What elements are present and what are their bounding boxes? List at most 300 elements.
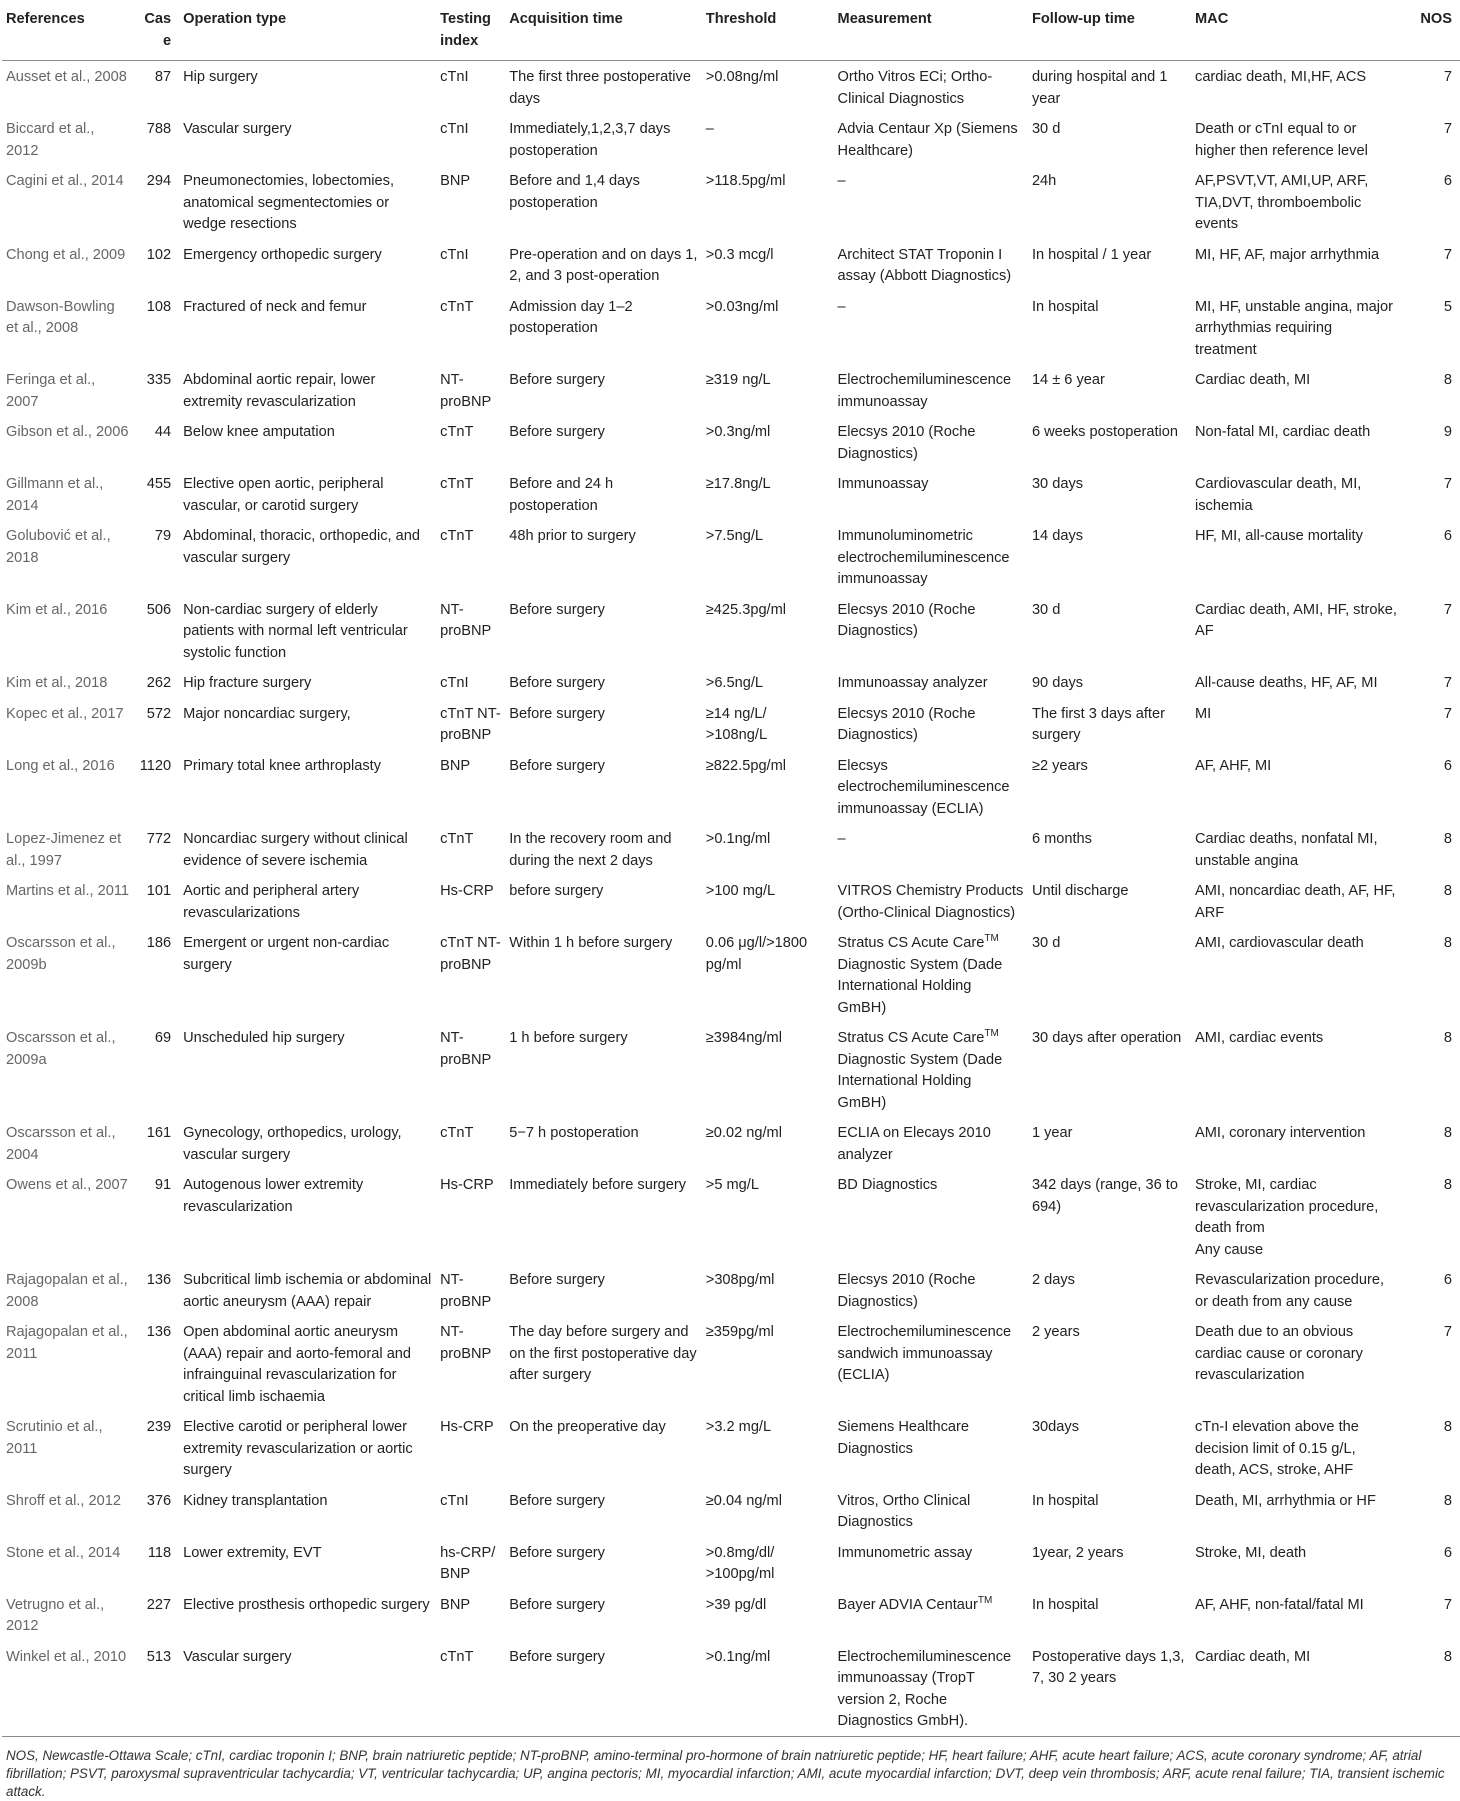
cell-measurement: Advia Centaur Xp (Siemens Healthcare) <box>837 121 1018 159</box>
cell-case: 335 <box>146 372 172 388</box>
cell-reference: Long et al., 2016 <box>6 757 115 774</box>
cell-testing-index: cTnI <box>440 1492 469 1509</box>
cell-threshold: >100 mg/L <box>705 883 776 899</box>
header-mac: MAC <box>1191 0 1402 61</box>
cell-mac: HF, MI, all-cause mortality <box>1195 528 1363 544</box>
cell-reference: Lopez-Jimenez et al., 1997 <box>6 831 122 869</box>
cell-reference: Gibson et al., 2006 <box>6 424 129 440</box>
cell-reference: Oscarsson et al., 2009a <box>6 1030 116 1068</box>
cell-case: 69 <box>154 1030 172 1046</box>
cell-measurement: – <box>837 298 846 315</box>
header-row <box>2 0 1460 61</box>
table-footer <box>2 1736 1460 1801</box>
cell-nos: 6 <box>1443 1272 1452 1288</box>
cell-reference: Chong et al., 2009 <box>6 246 126 263</box>
cell-operation-type: Emergency orthopedic surgery <box>183 246 382 263</box>
cell-measurement: Ortho Vitros ECi; Ortho-Clinical Diagnostics <box>837 69 993 107</box>
cell-threshold: ≥0.02 ng/ml <box>705 1125 782 1141</box>
cell-mac: cardiac death, MI,HF, ACS <box>1195 69 1367 85</box>
cell-mac: All-cause deaths, HF, AF, MI <box>1195 675 1378 691</box>
cell-nos: 7 <box>1443 1596 1452 1613</box>
table-row <box>2 1537 1460 1589</box>
cell-operation-type: Abdominal, thoracic, orthopedic, and vascular surgery <box>183 528 420 566</box>
cell-reference: Gillmann et al., 2014 <box>6 476 104 514</box>
cell-reference: Oscarsson et al., 2004 <box>6 1125 116 1163</box>
cell-acquisition-time: before surgery <box>509 883 604 899</box>
cell-follow-up-time: 30 d <box>1031 601 1061 618</box>
cell-measurement: Siemens Healthcare Diagnostics <box>837 1419 969 1457</box>
cell-reference: Stone et al., 2014 <box>6 1544 121 1561</box>
cell-case: 294 <box>146 173 172 189</box>
footnote: NOS, Newcastle-Ottawa Scale; cTnI, cardiac troponin I; BNP, brain natriuretic peptide; NT-proBNP, amino-terminal pro-hormone of brain natriuretic peptide; HF, heart failure; AHF, acute heart failure; ACS, acute coronary syndrome; AF, atrial fibrillation; PSVT, paroxysmal supraventricular tachycardia; VT, ventricular tachycardia; UP, angina pectoris; MI, myocardial infarction; AMI, acute myocardial infarction; DVT, deep vein thrombosis; ARF, acute renal failure; TIA, transient ischemic attack. <box>2 1736 1460 1801</box>
cell-testing-index: cTnT <box>440 1125 474 1141</box>
cell-threshold: >0.3ng/ml <box>705 424 771 440</box>
cell-testing-index: cTnT NT-proBNP <box>440 935 501 973</box>
cell-mac: Cardiovascular death, MI, ischemia <box>1195 476 1362 514</box>
table-row <box>2 61 1460 114</box>
cell-measurement: Vitros, Ortho Clinical Diagnostics <box>837 1492 971 1530</box>
cell-nos: 8 <box>1443 1125 1452 1141</box>
cell-acquisition-time: Within 1 h before surgery <box>509 935 673 951</box>
cell-acquisition-time: Before surgery <box>509 1544 605 1561</box>
cell-measurement: Elecsys 2010 (Roche Diagnostics) <box>837 705 976 743</box>
cell-reference: Rajagopalan et al., 2008 <box>6 1272 128 1310</box>
cell-operation-type: Abdominal aortic repair, lower extremity revascularization <box>183 372 376 410</box>
cell-nos: 8 <box>1443 1177 1452 1193</box>
cell-operation-type: Major noncardiac surgery, <box>183 705 351 722</box>
table-row <box>2 1589 1460 1641</box>
cell-testing-index: cTnI <box>440 675 469 691</box>
cell-measurement: VITROS Chemistry Products (Ortho-Clinical Diagnostics) <box>837 883 1024 921</box>
cell-measurement: Elecsys 2010 (Roche Diagnostics) <box>837 601 976 639</box>
cell-operation-type: Elective open aortic, peripheral vascular, or carotid surgery <box>183 476 384 514</box>
cell-acquisition-time: Before surgery <box>509 424 605 440</box>
cell-reference: Ausset et al., 2008 <box>6 69 127 85</box>
cell-nos: 7 <box>1443 476 1452 492</box>
cell-measurement: Elecsys 2010 (Roche Diagnostics) <box>837 424 976 462</box>
cell-case: 513 <box>146 1648 172 1665</box>
cell-case: 44 <box>154 424 172 440</box>
cell-testing-index: cTnT <box>440 831 474 847</box>
cell-threshold: >118.5pg/ml <box>705 173 786 189</box>
cell-case: 79 <box>154 528 172 544</box>
cell-mac: AMI, noncardiac death, AF, HF, ARF <box>1195 883 1396 921</box>
cell-case: 102 <box>146 246 172 263</box>
cell-case: 108 <box>146 298 172 315</box>
cell-follow-up-time: In hospital / 1 year <box>1031 246 1152 263</box>
cell-mac: Non-fatal MI, cardiac death <box>1195 424 1371 440</box>
header-acquisition-time: Acquisition time <box>505 0 702 61</box>
cell-case: 91 <box>154 1177 172 1193</box>
cell-threshold: ≥425.3pg/ml <box>705 601 787 618</box>
cell-operation-type: Emergent or urgent non-cardiac surgery <box>183 935 390 973</box>
cell-testing-index: Hs-CRP <box>440 1177 494 1193</box>
cell-follow-up-time: 1year, 2 years <box>1031 1544 1124 1561</box>
cell-threshold: >0.8mg/dl/ >100pg/ml <box>705 1544 775 1582</box>
cell-case: 101 <box>146 883 172 899</box>
cell-operation-type: Unscheduled hip surgery <box>183 1030 345 1046</box>
cell-reference: Rajagopalan et al., 2011 <box>6 1324 128 1362</box>
cell-acquisition-time: Before surgery <box>509 1492 605 1509</box>
cell-measurement: Stratus CS Acute Care™ Diagnostic System (Dade International Holding GmBH) <box>837 1028 1003 1111</box>
references-table <box>2 0 1460 1801</box>
footnote-row <box>2 1736 1460 1801</box>
header-case: Case <box>134 0 179 61</box>
table-row <box>2 468 1460 520</box>
cell-nos: 7 <box>1443 1324 1452 1340</box>
cell-testing-index: BNP <box>440 1596 471 1613</box>
cell-acquisition-time: Before and 1,4 days postoperation <box>509 173 640 211</box>
cell-mac: Cardiac death, AMI, HF, stroke, AF <box>1195 601 1397 639</box>
table-row <box>2 1485 1460 1537</box>
cell-threshold: >6.5ng/L <box>705 675 764 691</box>
cell-testing-index: cTnT <box>440 476 474 492</box>
cell-threshold: >7.5ng/L <box>705 528 764 544</box>
cell-acquisition-time: Before surgery <box>509 372 605 388</box>
table-row <box>2 667 1460 698</box>
cell-case: 1120 <box>139 757 172 774</box>
cell-acquisition-time: On the preoperative day <box>509 1419 666 1435</box>
cell-acquisition-time: The first three postoperative days <box>509 69 691 107</box>
cell-nos: 8 <box>1443 1419 1452 1435</box>
cell-reference: Winkel et al., 2010 <box>6 1648 127 1665</box>
table-row <box>2 823 1460 875</box>
table-row <box>2 165 1460 239</box>
cell-follow-up-time: 1 year <box>1031 1125 1073 1141</box>
cell-measurement: ECLIA on Elecays 2010 analyzer <box>837 1125 991 1163</box>
table-body <box>2 61 1460 1737</box>
cell-nos: 8 <box>1443 1030 1452 1046</box>
cell-mac: Revascularization procedure, or death from any cause <box>1195 1272 1385 1310</box>
cell-testing-index: hs-CRP/ BNP <box>440 1544 496 1582</box>
cell-nos: 7 <box>1443 69 1452 85</box>
cell-reference: Feringa et al., 2007 <box>6 372 96 410</box>
cell-mac: Stroke, MI, cardiac revascularization procedure, death from Any cause <box>1195 1177 1379 1258</box>
cell-case: 376 <box>146 1492 172 1509</box>
cell-testing-index: Hs-CRP <box>440 1419 494 1435</box>
cell-reference: Martins et al., 2011 <box>6 883 130 899</box>
cell-measurement: Electrochemiluminescence sandwich immunoassay (ECLIA) <box>837 1324 1012 1383</box>
table-row <box>2 113 1460 165</box>
cell-acquisition-time: 5−7 h postoperation <box>509 1125 639 1141</box>
cell-reference: Oscarsson et al., 2009b <box>6 935 116 973</box>
cell-nos: 8 <box>1443 831 1452 847</box>
cell-nos: 5 <box>1443 298 1452 315</box>
cell-operation-type: Subcritical limb ischemia or abdominal aortic aneurysm (AAA) repair <box>183 1272 432 1310</box>
cell-reference: Shroff et al., 2012 <box>6 1492 121 1509</box>
table-row <box>2 1316 1460 1411</box>
cell-testing-index: NT-proBNP <box>440 1030 492 1068</box>
cell-acquisition-time: 48h prior to surgery <box>509 528 636 544</box>
cell-operation-type: Gynecology, orthopedics, urology, vascular surgery <box>183 1125 402 1163</box>
cell-follow-up-time: 30 d <box>1031 935 1061 951</box>
cell-case: 572 <box>146 705 172 722</box>
cell-threshold: >3.2 mg/L <box>705 1419 772 1435</box>
cell-measurement: Immunoluminometric electrochemiluminescence immunoassay <box>837 528 1010 587</box>
cell-follow-up-time: 6 months <box>1031 831 1092 847</box>
cell-follow-up-time: In hospital <box>1031 1492 1099 1509</box>
table-row <box>2 1264 1460 1316</box>
cell-threshold: >0.1ng/ml <box>705 831 771 847</box>
cell-testing-index: cTnT NT-proBNP <box>440 705 501 743</box>
cell-case: 506 <box>146 601 172 618</box>
cell-reference: Scrutinio et al., 2011 <box>6 1419 103 1457</box>
cell-acquisition-time: 1 h before surgery <box>509 1030 628 1046</box>
cell-measurement: Electrochemiluminescence immunoassay <box>837 372 1012 410</box>
cell-mac: MI, HF, AF, major arrhythmia <box>1195 246 1380 263</box>
cell-nos: 7 <box>1443 121 1452 137</box>
cell-follow-up-time: 2 years <box>1031 1324 1080 1340</box>
cell-acquisition-time: In the recovery room and during the next 2 days <box>509 831 672 869</box>
cell-measurement: Stratus CS Acute Care™ Diagnostic System (Dade International Holding GmBH) <box>837 933 1003 1016</box>
cell-measurement: Electrochemiluminescence immunoassay (TropT version 2, Roche Diagnostics GmbH). <box>837 1648 1012 1729</box>
cell-threshold: ≥319 ng/L <box>705 372 771 388</box>
cell-follow-up-time: 30days <box>1031 1419 1079 1435</box>
cell-acquisition-time: Before surgery <box>509 705 605 722</box>
cell-operation-type: Non-cardiac surgery of elderly patients with normal left ventricular systolic function <box>183 601 408 661</box>
header-threshold: Threshold <box>702 0 834 61</box>
cell-testing-index: cTnI <box>440 246 469 263</box>
cell-case: 136 <box>146 1324 172 1340</box>
cell-threshold: ≥0.04 ng/ml <box>705 1492 782 1509</box>
table-row <box>2 364 1460 416</box>
cell-threshold: ≥14 ng/L/ >108ng/L <box>705 705 768 743</box>
cell-mac: Cardiac death, MI <box>1195 1648 1311 1665</box>
cell-reference: Kim et al., 2018 <box>6 675 108 691</box>
cell-testing-index: cTnI <box>440 69 469 85</box>
cell-case: 239 <box>146 1419 172 1435</box>
cell-case: 455 <box>146 476 172 492</box>
cell-follow-up-time: ≥2 years <box>1031 757 1088 774</box>
cell-mac: Death due to an obvious cardiac cause or coronary revascularization <box>1195 1324 1363 1383</box>
cell-threshold: >5 mg/L <box>705 1177 759 1193</box>
cell-threshold: – <box>705 121 714 137</box>
table-row <box>2 594 1460 668</box>
cell-reference: Golubović et al., 2018 <box>6 528 111 566</box>
cell-acquisition-time: Before surgery <box>509 675 605 691</box>
cell-case: 186 <box>146 935 172 951</box>
cell-case: 227 <box>146 1596 172 1613</box>
cell-operation-type: Primary total knee arthroplasty <box>183 757 382 774</box>
cell-acquisition-time: Admission day 1–2 postoperation <box>509 298 633 336</box>
cell-acquisition-time: Before and 24 h postoperation <box>509 476 614 514</box>
cell-mac: Death or cTnI equal to or higher then reference level <box>1195 121 1368 159</box>
cell-threshold: ≥3984ng/ml <box>705 1030 782 1046</box>
cell-measurement: – <box>837 173 846 189</box>
table-row <box>2 1641 1460 1737</box>
cell-follow-up-time: 6 weeks postoperation <box>1031 424 1178 440</box>
cell-operation-type: Below knee amputation <box>183 424 335 440</box>
table-row <box>2 416 1460 468</box>
cell-testing-index: cTnT <box>440 298 474 315</box>
cell-nos: 7 <box>1443 705 1452 722</box>
cell-nos: 8 <box>1443 1648 1452 1665</box>
cell-testing-index: NT-proBNP <box>440 1272 492 1310</box>
cell-acquisition-time: Before surgery <box>509 1648 605 1665</box>
cell-follow-up-time: 90 days <box>1031 675 1084 691</box>
cell-reference: Kim et al., 2016 <box>6 601 108 618</box>
cell-measurement: Bayer ADVIA Centaur™ <box>837 1594 993 1613</box>
cell-nos: 9 <box>1443 424 1452 440</box>
cell-follow-up-time: 30 days <box>1031 476 1084 492</box>
cell-testing-index: cTnT <box>440 424 474 440</box>
cell-threshold: >0.08ng/ml <box>705 69 779 85</box>
table-row <box>2 875 1460 927</box>
header-testing-index: Testing index <box>436 0 505 61</box>
cell-mac: AMI, cardiac events <box>1195 1030 1324 1046</box>
header-operation-type: Operation type <box>179 0 436 61</box>
cell-operation-type: Vascular surgery <box>183 121 292 137</box>
cell-mac: Cardiac death, MI <box>1195 372 1311 388</box>
cell-nos: 6 <box>1443 528 1452 544</box>
cell-threshold: ≥17.8ng/L <box>705 476 771 492</box>
cell-case: 772 <box>146 831 172 847</box>
cell-measurement: Immunoassay <box>837 476 929 492</box>
table-row <box>2 750 1460 824</box>
table-row <box>2 698 1460 750</box>
cell-case: 262 <box>146 675 172 691</box>
cell-reference: Vetrugno et al., 2012 <box>6 1596 105 1634</box>
cell-measurement: – <box>837 831 846 847</box>
cell-operation-type: Kidney transplantation <box>183 1492 328 1509</box>
cell-mac: MI, HF, unstable angina, major arrhythmias requiring treatment <box>1195 298 1393 358</box>
cell-testing-index: NT-proBNP <box>440 372 492 410</box>
cell-threshold: >0.3 mcg/l <box>705 246 774 263</box>
cell-nos: 8 <box>1443 1492 1452 1509</box>
cell-follow-up-time: 2 days <box>1031 1272 1075 1288</box>
cell-nos: 6 <box>1443 757 1452 774</box>
cell-reference: Cagini et al., 2014 <box>6 173 124 189</box>
cell-operation-type: Noncardiac surgery without clinical evidence of severe ischemia <box>183 831 408 869</box>
cell-measurement: Immunoassay analyzer <box>837 675 988 691</box>
cell-operation-type: Aortic and peripheral artery revascularizations <box>183 883 360 921</box>
cell-operation-type: Open abdominal aortic aneurysm (AAA) repair and aorto-femoral and infrainguinal revascularization for critical limb ischaemia <box>183 1324 412 1405</box>
cell-mac: AMI, coronary intervention <box>1195 1125 1366 1141</box>
table-header <box>2 0 1460 61</box>
cell-testing-index: BNP <box>440 173 471 189</box>
cell-reference: Kopec et al., 2017 <box>6 705 124 722</box>
cell-threshold: >0.1ng/ml <box>705 1648 771 1665</box>
cell-mac: AMI, cardiovascular death <box>1195 935 1364 951</box>
cell-mac: Cardiac deaths, nonfatal MI, unstable angina <box>1195 831 1378 869</box>
cell-case: 136 <box>146 1272 172 1288</box>
cell-operation-type: Elective prosthesis orthopedic surgery <box>183 1596 430 1613</box>
cell-case: 87 <box>154 69 172 85</box>
cell-operation-type: Hip surgery <box>183 69 258 85</box>
cell-follow-up-time: 14 days <box>1031 528 1084 544</box>
cell-threshold: >39 pg/dl <box>705 1596 767 1613</box>
cell-measurement: Elecsys electrochemiluminescence immunoassay (ECLIA) <box>837 757 1010 817</box>
cell-nos: 6 <box>1443 173 1452 189</box>
cell-nos: 8 <box>1443 372 1452 388</box>
cell-follow-up-time: Until discharge <box>1031 883 1129 899</box>
table-row <box>2 291 1460 365</box>
cell-acquisition-time: Pre-operation and on days 1, 2, and 3 post-operation <box>509 246 698 284</box>
cell-operation-type: Autogenous lower extremity revascularization <box>183 1177 364 1215</box>
cell-follow-up-time: In hospital <box>1031 1596 1099 1613</box>
cell-mac: AF,PSVT,VT, AMI,UP, ARF, TIA,DVT, thromboembolic events <box>1195 173 1369 232</box>
cell-nos: 7 <box>1443 246 1452 263</box>
cell-testing-index: cTnI <box>440 121 469 137</box>
table-row <box>2 239 1460 291</box>
cell-nos: 7 <box>1443 675 1452 691</box>
table-row <box>2 1169 1460 1264</box>
cell-acquisition-time: The day before surgery and on the first postoperative day after surgery <box>509 1324 697 1383</box>
cell-acquisition-time: Immediately,1,2,3,7 days postoperation <box>509 121 671 159</box>
cell-threshold: ≥822.5pg/ml <box>705 757 787 774</box>
cell-operation-type: Lower extremity, EVT <box>183 1544 322 1561</box>
header-references: References <box>2 0 134 61</box>
cell-mac: Stroke, MI, death <box>1195 1544 1307 1561</box>
cell-follow-up-time: 30 d <box>1031 121 1061 137</box>
table-row <box>2 1411 1460 1485</box>
cell-testing-index: cTnT <box>440 528 474 544</box>
cell-reference: Biccard et al., 2012 <box>6 121 95 159</box>
cell-follow-up-time: Postoperative days 1,3, 7, 30 2 years <box>1031 1648 1185 1686</box>
cell-case: 161 <box>146 1125 172 1141</box>
cell-mac: AF, AHF, non-fatal/fatal MI <box>1195 1596 1364 1613</box>
table-row <box>2 1022 1460 1117</box>
cell-nos: 7 <box>1443 601 1452 618</box>
header-measurement: Measurement <box>834 0 1028 61</box>
cell-testing-index: Hs-CRP <box>440 883 494 899</box>
cell-operation-type: Vascular surgery <box>183 1648 292 1665</box>
cell-measurement: Architect STAT Troponin I assay (Abbott Diagnostics) <box>837 246 1012 284</box>
cell-operation-type: Fractured of neck and femur <box>183 298 367 315</box>
cell-testing-index: NT-proBNP <box>440 1324 492 1362</box>
table-row <box>2 1117 1460 1169</box>
cell-follow-up-time: during hospital and 1 year <box>1031 69 1168 107</box>
header-follow-up-time: Follow-up time <box>1028 0 1191 61</box>
cell-acquisition-time: Immediately before surgery <box>509 1177 687 1193</box>
cell-mac: MI <box>1195 705 1212 722</box>
cell-acquisition-time: Before surgery <box>509 1272 605 1288</box>
cell-measurement: Elecsys 2010 (Roche Diagnostics) <box>837 1272 976 1310</box>
cell-threshold: >0.03ng/ml <box>705 298 779 315</box>
cell-operation-type: Pneumonectomies, lobectomies, anatomical segmentectomies or wedge resections <box>183 173 395 232</box>
table-row <box>2 927 1460 1022</box>
cell-case: 788 <box>146 121 172 137</box>
cell-nos: 6 <box>1443 1544 1452 1561</box>
cell-follow-up-time: 30 days after operation <box>1031 1030 1182 1046</box>
cell-follow-up-time: 14 ± 6 year <box>1031 372 1105 388</box>
cell-operation-type: Hip fracture surgery <box>183 675 312 691</box>
cell-testing-index: NT-proBNP <box>440 601 492 639</box>
cell-case: 118 <box>147 1544 172 1561</box>
cell-follow-up-time: In hospital <box>1031 298 1099 315</box>
cell-acquisition-time: Before surgery <box>509 1596 605 1613</box>
cell-reference: Dawson-Bowling et al., 2008 <box>6 298 115 336</box>
cell-acquisition-time: Before surgery <box>509 757 605 774</box>
cell-reference: Owens et al., 2007 <box>6 1177 128 1193</box>
cell-mac: cTn-I elevation above the decision limit of 0.15 g/L, death, ACS, stroke, AHF <box>1195 1419 1359 1478</box>
cell-threshold: 0.06 μg/l/>1800 pg/ml <box>705 935 808 973</box>
cell-nos: 8 <box>1443 883 1452 899</box>
cell-measurement: BD Diagnostics <box>837 1177 938 1193</box>
cell-follow-up-time: 24h <box>1031 173 1057 189</box>
cell-mac: Death, MI, arrhythmia or HF <box>1195 1492 1376 1509</box>
cell-mac: AF, AHF, MI <box>1195 757 1272 774</box>
cell-testing-index: cTnT <box>440 1648 474 1665</box>
cell-measurement: Immunometric assay <box>837 1544 973 1561</box>
cell-threshold: ≥359pg/ml <box>705 1324 774 1340</box>
cell-follow-up-time: The first 3 days after surgery <box>1031 705 1165 743</box>
cell-nos: 8 <box>1443 935 1452 951</box>
cell-operation-type: Elective carotid or peripheral lower extremity revascularization or aortic surgery <box>183 1419 413 1478</box>
header-nos: NOS <box>1402 0 1460 61</box>
cell-follow-up-time: 342 days (range, 36 to 694) <box>1031 1177 1178 1215</box>
table-row <box>2 520 1460 594</box>
